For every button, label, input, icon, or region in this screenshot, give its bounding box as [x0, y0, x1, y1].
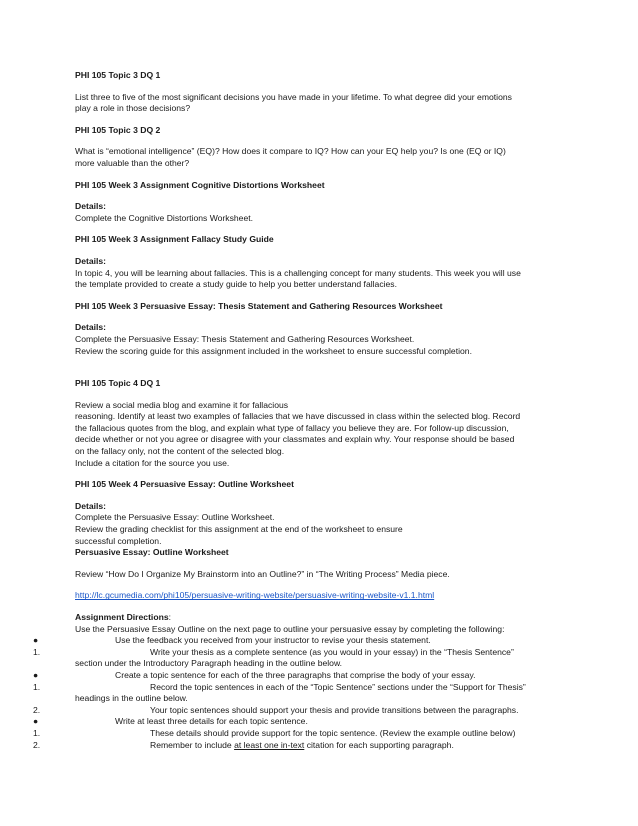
- directions-item: [33, 681, 575, 694]
- list-item-text: section under the Introductory Paragraph heading in the outline below.: [75, 658, 343, 669]
- directions-list: [33, 635, 575, 739]
- text-line: List three to five of the most significant decisions you have made in your lifetime. To what degree did your emotions: [75, 91, 512, 102]
- link-paragraph: [75, 590, 575, 602]
- topic3-dq1-body: [75, 92, 575, 115]
- cognitive-distortions-heading: PHI 105 Week 3 Assignment Cognitive Distortions Worksheet: [75, 179, 325, 190]
- details-label: Details:: [75, 500, 107, 511]
- persuasive-writing-website-link[interactable]: http://lc.gcumedia.com/phi105/persuasive-writing-website/persuasive-writing-website-v1.1.html: [75, 590, 435, 601]
- text-line: Complete the Persuasive Essay: Outline Worksheet.: [75, 512, 275, 523]
- thesis-worksheet-details: [75, 322, 575, 357]
- details-label: Details:: [75, 322, 107, 333]
- bullet-marker: ●: [33, 669, 39, 680]
- text-line: reasoning. Identify at least two examples of fallacies that we have discussed in class within the selected blog. Record: [75, 411, 521, 422]
- list-marker: 2.: [33, 739, 41, 750]
- text-line: the fallacious quotes from the blog, and explain what type of fallacy you believe they are. For follow-up discussion,: [75, 422, 509, 433]
- cognitive-distortions-details: [75, 201, 575, 224]
- list-item-text: Record the topic sentences in each of the “Topic Sentence” sections under the “Support for Thesis”: [150, 681, 526, 692]
- list-marker: 1.: [33, 681, 41, 692]
- list-item-text: These details should provide support for the topic sentence. (Review the example outline below): [150, 727, 516, 738]
- assignment-directions: [33, 612, 575, 751]
- topic4-dq1-heading: PHI 105 Topic 4 DQ 1: [75, 378, 161, 389]
- list-item-text: Create a topic sentence for each of the three paragraphs that comprise the body of your essay.: [115, 669, 476, 680]
- text-line: In topic 4, you will be learning about fallacies. This is a challenging concept for many students. This week you will use: [75, 267, 521, 278]
- text-line: Review the grading checklist for this assignment at the end of the worksheet to ensure: [75, 524, 403, 535]
- topic3-dq1-heading: PHI 105 Topic 3 DQ 1: [75, 70, 161, 80]
- text-line: Include a citation for the source you use.: [75, 457, 230, 468]
- text-line: more valuable than the other?: [75, 157, 190, 168]
- text-line: Review a social media blog and examine it for fallacious: [75, 399, 289, 410]
- directions-item: [33, 669, 575, 682]
- directions-item: [33, 635, 575, 647]
- details-label: Details:: [75, 201, 107, 212]
- directions-intro: Use the Persuasive Essay Outline on the next page to outline your persuasive essay by completing the following:: [75, 623, 505, 634]
- thesis-worksheet-heading: PHI 105 Week 3 Persuasive Essay: Thesis Statement and Gathering Resources Worksheet: [75, 300, 443, 311]
- outline-worksheet-heading: PHI 105 Week 4 Persuasive Essay: Outline Worksheet: [75, 479, 294, 490]
- underlined-text: at least one in-text: [234, 739, 305, 750]
- list-item-text: Write at least three details for each topic sentence.: [115, 716, 308, 727]
- topic3-dq2-body: [75, 146, 575, 169]
- text-line: What is “emotional intelligence” (EQ)? How does it compare to IQ? How can your EQ help you? Is one (EQ or IQ): [75, 146, 506, 157]
- directions-item: [33, 646, 575, 659]
- list-marker: 2.: [33, 704, 41, 715]
- text-line: decide whether or not you agree or disagree with your classmates and explain why. Your response should be based: [75, 434, 515, 445]
- details-label: Details:: [75, 255, 107, 266]
- list-item-text: Use the feedback you received from your instructor to revise your thesis statement.: [115, 635, 431, 646]
- topic3-dq2-heading: PHI 105 Topic 3 DQ 2: [75, 124, 161, 135]
- outline-worksheet-subtitle: Persuasive Essay: Outline Worksheet: [75, 547, 229, 558]
- text-line: Complete the Cognitive Distortions Worksheet.: [75, 212, 254, 223]
- topic4-dq1-body: [75, 400, 575, 470]
- text-line: Complete the Persuasive Essay: Thesis Statement and Gathering Resources Worksheet.: [75, 333, 415, 344]
- text-segment: Remember to include: [150, 739, 235, 750]
- list-marker: 1.: [33, 727, 41, 738]
- text-line: play a role in those decisions?: [75, 103, 191, 114]
- fallacy-study-guide-heading: PHI 105 Week 3 Assignment Fallacy Study Guide: [75, 234, 274, 245]
- media-review-text: Review “How Do I Organize My Brainstorm into an Outline?” in “The Writing Process” Media piece.: [75, 568, 450, 579]
- directions-colon: :: [168, 612, 171, 622]
- section-spacer: [75, 367, 575, 378]
- directions-label: Assignment Directions: [75, 612, 169, 622]
- outline-worksheet-details: [75, 501, 575, 559]
- directions-item: [75, 693, 575, 705]
- directions-item: [33, 727, 575, 740]
- text-line: on the fallacy only, not the content of the selected blog.: [75, 446, 285, 457]
- text-line: Review the scoring guide for this assignment included in the worksheet to ensure successful completion.: [75, 345, 472, 356]
- list-marker: 1.: [33, 646, 41, 657]
- fallacy-study-guide-details: [75, 256, 575, 291]
- directions-last-item: [33, 739, 575, 752]
- directions-item: [75, 658, 575, 670]
- text-line: successful completion.: [75, 535, 162, 546]
- text-line: the template provided to create a study guide to help you better understand fallacies.: [75, 279, 397, 290]
- directions-item: [33, 716, 575, 728]
- bullet-marker: ●: [33, 716, 39, 727]
- directions-item: [33, 704, 575, 717]
- list-item-text: Write your thesis as a complete sentence (as you would in your essay) in the “Thesis Sentence”: [150, 646, 514, 657]
- text-segment: citation for each supporting paragraph.: [304, 739, 454, 750]
- list-item-text: headings in the outline below.: [75, 693, 188, 704]
- directions-heading-line: [75, 612, 575, 624]
- list-item-text: Your topic sentences should support your thesis and provide transitions between the paragraphs.: [150, 704, 519, 715]
- document-content: [33, 70, 575, 751]
- list-item-text: [75, 740, 575, 752]
- bullet-marker: ●: [33, 635, 39, 646]
